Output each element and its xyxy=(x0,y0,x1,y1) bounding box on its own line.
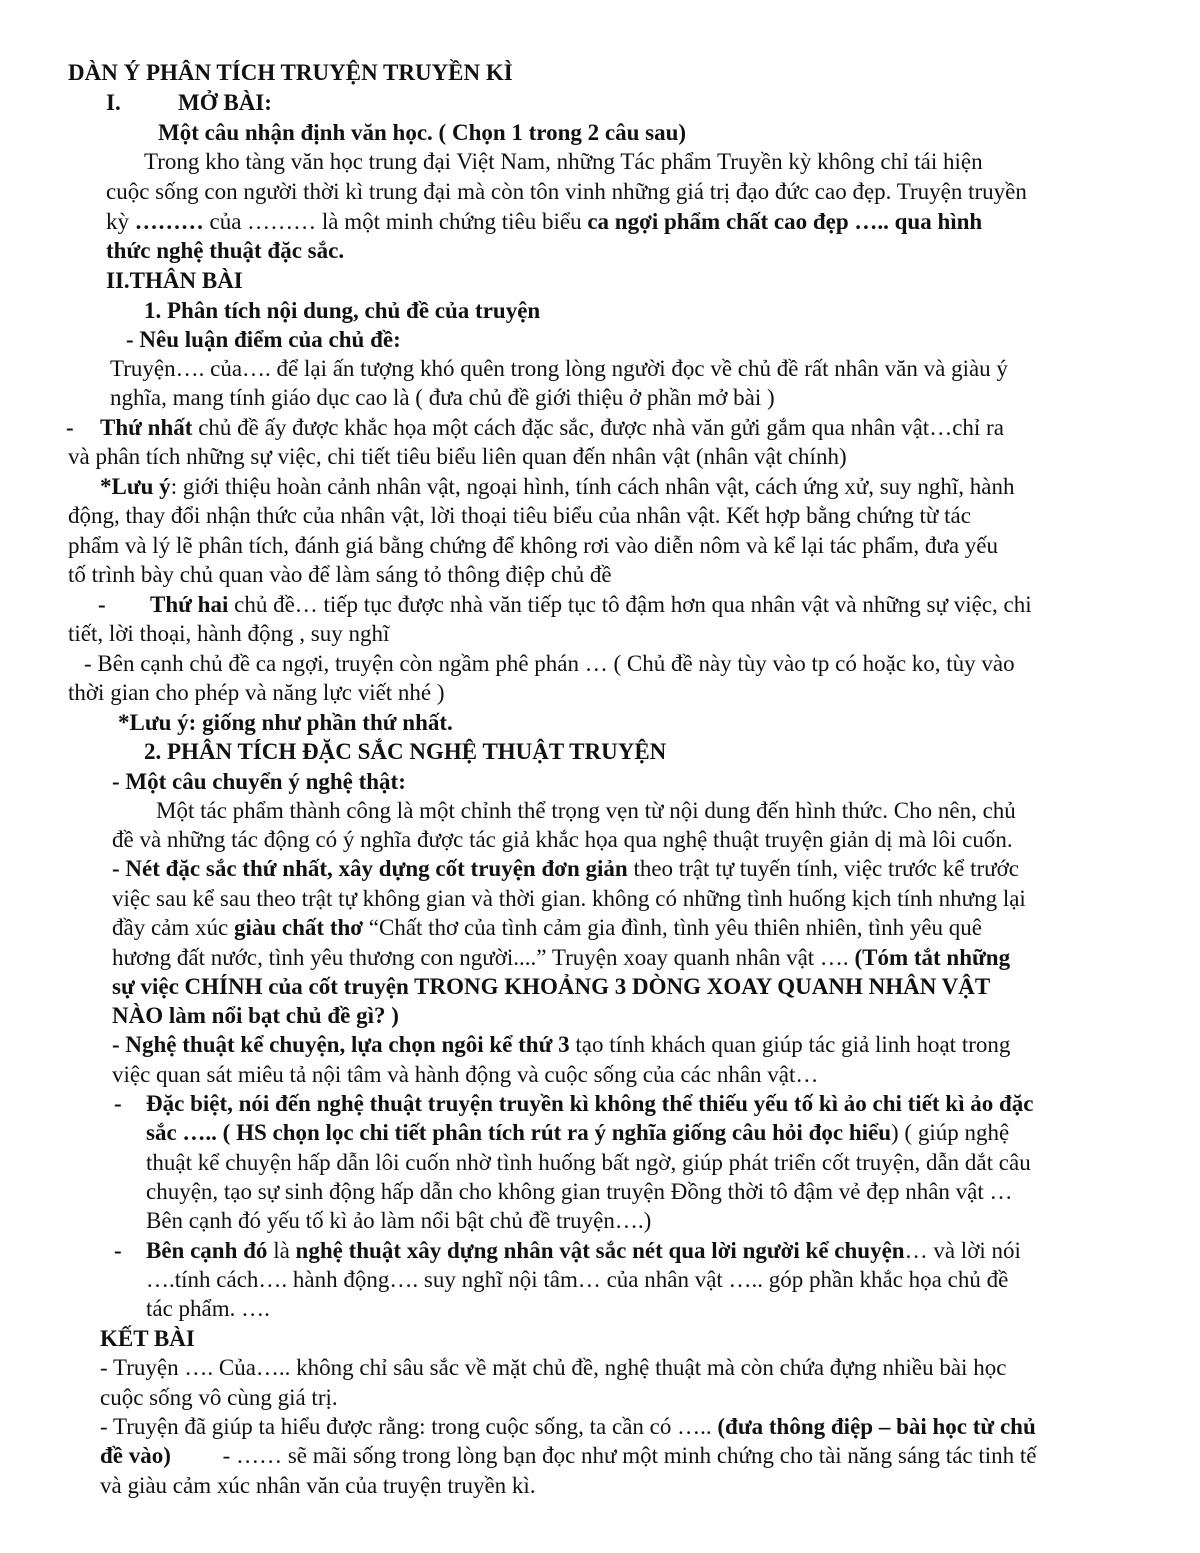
text-run: - …… sẽ mãi sống trong lòng bạn đọc như một minh chứng cho tài năng sáng tác tinh tế xyxy=(170,1443,1037,1468)
body-line xyxy=(112,943,1010,973)
body-line xyxy=(112,854,1019,884)
text-run: ca ngợi phẩm chất cao đẹp ….. qua hình xyxy=(587,209,983,234)
text-run: của ……… là một minh chứng tiêu biểu xyxy=(209,209,582,234)
body-line: ….tính cách…. hành động…. suy nghĩ nội tâm… của nhân vật ….. góp phần khắc họa chủ đề xyxy=(146,1267,1009,1292)
text-run: ……… xyxy=(134,209,204,234)
body-line: đề và những tác động có ý nghĩa được tác giả khắc họa qua nghệ thuật truyện giản dị mà lôi cuốn. xyxy=(112,827,1013,852)
body-line: việc quan sát miêu tả nội tâm và hành động và cuộc sống của các nhân vật… xyxy=(112,1062,819,1087)
note-line: *Lưu ý: giống như phần thứ nhất. xyxy=(118,710,453,735)
text-run: là xyxy=(267,1238,296,1263)
text-run: nghệ thuật xây dựng nhân vật sắc nét qua lời người kể chuyện xyxy=(295,1238,905,1263)
body-line xyxy=(100,472,1015,502)
text-run: (đưa thông điệp – bài học từ chủ xyxy=(717,1414,1036,1439)
body-line: tiết, lời thoại, hành động , suy nghĩ xyxy=(68,621,390,646)
bullet-marker: - xyxy=(114,1091,122,1116)
text-run: - Nét đặc sắc thứ nhất, xây dựng cốt truyện đơn giản xyxy=(112,856,628,881)
body-line: Bên cạnh đó yếu tố kì ảo làm nổi bật chủ đề truyện….) xyxy=(146,1208,652,1233)
text-run: theo trật tự tuyến tính, việc trước kể trước xyxy=(627,856,1019,881)
text-run: “Chất thơ của tình cảm gia đình, tình yêu thiên nhiên, tình yêu quê xyxy=(363,915,982,940)
bullet-marker: - xyxy=(98,592,106,617)
text-run: kỳ xyxy=(106,209,129,234)
body-line: thuật kể chuyện hấp dẫn lôi cuốn nhờ tình huống bất ngờ, giúp phát triển cốt truyện, dẫn dắt câu xyxy=(146,1150,1031,1175)
body-line: Một tác phẩm thành công là một chỉnh thể trọng vẹn từ nội dung đến hình thức. Cho nên, chủ xyxy=(156,798,1016,823)
text-run: hương đất nước, tình yêu thương con người....” Truyện xoay quanh nhân vật …. xyxy=(112,945,855,970)
text-run: chủ đề… tiếp tục được nhà văn tiếp tục tô đậm hơn qua nhân vật và những sự việc, chi xyxy=(228,592,1032,617)
bullet-marker: - xyxy=(66,415,74,440)
body-line xyxy=(150,590,1032,620)
body-line: NÀO làm nổi bạt chủ đề gì? ) xyxy=(112,1003,399,1028)
text-run: … và lời nói xyxy=(904,1238,1021,1263)
text-run: ) ( giúp nghệ xyxy=(891,1120,1010,1145)
body-line: tác phẩm. …. xyxy=(146,1296,270,1321)
body-line: - Bên cạnh chủ đề ca ngợi, truyện còn ngầm phê phán … ( Chủ đề này tùy vào tp có hoặc ko, tùy vào xyxy=(84,651,1015,676)
body-line xyxy=(100,1412,1036,1442)
section-heading-than-bai: II.THÂN BÀI xyxy=(106,268,243,293)
body-line: thời gian cho phép và năng lực viết nhé ) xyxy=(68,680,445,705)
text-run: giàu chất thơ xyxy=(233,915,364,940)
text-run: (Tóm tắt những xyxy=(854,945,1011,970)
text-run: tạo tính khách quan giúp tác giả linh hoạt trong xyxy=(569,1032,1011,1057)
body-line xyxy=(112,913,982,943)
text-run: sắc ….. ( HS chọn lọc chi tiết phân tích rút ra ý nghĩa giống câu hỏi đọc hiểu xyxy=(146,1120,892,1145)
mo-bai-line: Trong kho tàng văn học trung đại Việt Nam, những Tác phẩm Truyền kỳ không chỉ tái hiện xyxy=(144,149,983,174)
subsection-subheading: - Nêu luận điểm của chủ đề: xyxy=(126,327,401,352)
body-line xyxy=(146,1236,1021,1266)
bullet-marker: - xyxy=(114,1238,122,1263)
body-line: nghĩa, mang tính giáo dục cao là ( đưa chủ đề giới thiệu ở phần mở bài ) xyxy=(110,385,775,410)
section-numeral-1: I. xyxy=(106,90,121,115)
mo-bai-line: cuộc sống con người thời kì trung đại mà còn tôn vinh những giá trị đạo đức cao đẹp. Truyện truyền xyxy=(106,179,1027,204)
body-line xyxy=(112,1030,1010,1060)
subsection-heading-1: 1. Phân tích nội dung, chủ đề của truyện xyxy=(144,298,541,323)
body-line xyxy=(100,413,1004,443)
mo-bai-line xyxy=(106,207,982,237)
body-line: việc sau kể sau theo trật tự không gian và thời gian. không có những tình huống kịch tính nhưng lại xyxy=(112,886,1026,911)
body-line: Đặc biệt, nói đến nghệ thuật truyện truyền kì không thể thiếu yếu tố kì ảo chi tiết kì ảo đặc xyxy=(146,1091,1034,1116)
text-run: đề vào) xyxy=(100,1443,171,1468)
body-line: Truyện…. của…. để lại ấn tượng khó quên trong lòng người đọc về chủ đề rất nhân văn và giàu ý xyxy=(110,356,1008,381)
text-run: chủ đề ấy được khắc họa một cách đặc sắc, được nhà văn gửi gắm qua nhân vật…chỉ ra xyxy=(192,415,1004,440)
body-line: cuộc sống vô cùng giá trị. xyxy=(100,1385,338,1410)
text-run: - Nghệ thuật kể chuyện, lựa chọn ngôi kể thứ 3 xyxy=(112,1032,570,1057)
body-line: và giàu cảm xúc nhân văn của truyện truyền kì. xyxy=(100,1473,536,1498)
section-heading-ket-bai: KẾT BÀI xyxy=(100,1326,195,1351)
text-run: : giới thiệu hoàn cảnh nhân vật, ngoại hình, tính cách nhân vật, cách ứng xử, suy nghĩ, hành xyxy=(170,474,1015,499)
text-run: đầy cảm xúc xyxy=(112,915,234,940)
body-line: - Truyện …. Của….. không chỉ sâu sắc về mặt chủ đề, nghệ thuật mà còn chứa đựng nhiều bài học xyxy=(100,1355,1007,1380)
body-line xyxy=(146,1118,1009,1148)
text-run: - Truyện đã giúp ta hiểu được rằng: trong cuộc sống, ta cần có ….. xyxy=(100,1414,718,1439)
mo-bai-line: thức nghệ thuật đặc sắc. xyxy=(106,238,345,263)
text-run: Thứ nhất xyxy=(100,415,193,440)
text-run: Bên cạnh đó xyxy=(146,1238,268,1263)
text-run: *Lưu ý xyxy=(100,474,171,499)
subsection-subheading: - Một câu chuyển ý nghệ thật: xyxy=(112,769,406,794)
body-line: phẩm và lý lẽ phân tích, đánh giá bằng chứng để không rơi vào diễn nôm và kể lại tác phẩm, đưa yếu xyxy=(68,533,998,558)
body-line: và phân tích những sự việc, chi tiết tiêu biểu liên quan đến nhân vật (nhân vật chính) xyxy=(68,444,847,469)
body-line: động, thay đổi nhận thức của nhân vật, lời thoại tiêu biểu của nhân vật. Kết hợp bằng chứng từ tác xyxy=(68,503,971,528)
body-line: chuyện, tạo sự sinh động hấp dẫn cho không gian truyện Đồng thời tô đậm vẻ đẹp nhân vật … xyxy=(146,1179,1013,1204)
body-line xyxy=(100,1441,1037,1471)
body-line: sự việc CHÍNH của cốt truyện TRONG KHOẢNG 3 DÒNG XOAY QUANH NHÂN VẬT xyxy=(112,974,991,999)
mo-bai-subheading: Một câu nhận định văn học. ( Chọn 1 trong 2 câu sau) xyxy=(158,120,687,145)
subsection-heading-2: 2. PHÂN TÍCH ĐẶC SẮC NGHỆ THUẬT TRUYỆN xyxy=(144,739,667,764)
text-run: Thứ hai xyxy=(150,592,229,617)
document-title: DÀN Ý PHÂN TÍCH TRUYỆN TRUYỀN KÌ xyxy=(68,60,513,85)
section-heading-mo-bai: MỞ BÀI: xyxy=(178,90,272,115)
body-line: tố trình bày chủ quan vào để làm sáng tỏ thông điệp chủ đề xyxy=(68,562,612,587)
